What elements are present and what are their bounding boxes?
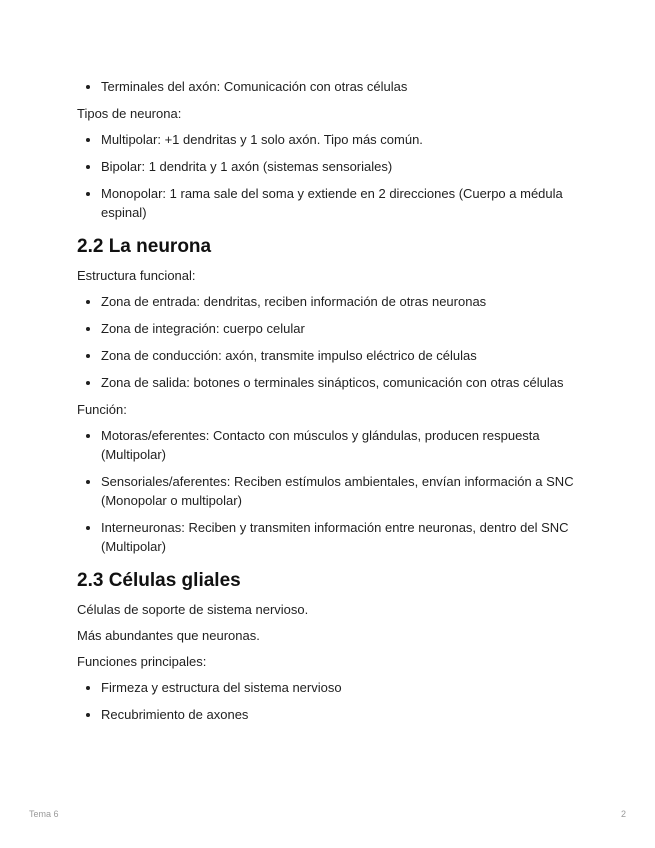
footer-page-number: 2 (620, 809, 626, 819)
tipos-list (77, 130, 577, 222)
list-item: Recubrimiento de axones (101, 705, 577, 724)
footer-document-title: Tema 6 (29, 809, 59, 819)
list-item: Sensoriales/aferentes: Reciben estímulos ambientales, envían información a SNC (Monopolar o multipolar) (101, 472, 577, 510)
list-item: Firmeza y estructura del sistema nervioso (101, 678, 577, 697)
list-item: Terminales del axón: Comunicación con otras células (101, 77, 577, 96)
list-item: Zona de integración: cuerpo celular (101, 319, 577, 338)
intro-list (77, 77, 577, 96)
estructura-label: Estructura funcional: (77, 268, 196, 283)
list-item: Interneuronas: Reciben y transmiten información entre neuronas, dentro del SNC (Multipolar) (101, 518, 577, 556)
funciones-list (77, 678, 577, 724)
section-title-2-2: 2.2 La neurona (77, 236, 212, 257)
list-item: Multipolar: +1 dendritas y 1 solo axón. Tipo más común. (101, 130, 577, 149)
funciones-label: Funciones principales: (77, 654, 207, 669)
glia-paragraph-2: Más abundantes que neuronas. (77, 628, 260, 643)
list-item: Zona de salida: botones o terminales sinápticos, comunicación con otras células (101, 373, 577, 392)
section-title-2-3: 2.3 Células gliales (77, 570, 241, 591)
list-item: Motoras/eferentes: Contacto con músculos y glándulas, producen respuesta (Multipolar) (101, 426, 577, 464)
list-item: Monopolar: 1 rama sale del soma y extiende en 2 direcciones (Cuerpo a médula espinal) (101, 184, 577, 222)
document-content (77, 77, 577, 732)
glia-paragraph-1: Células de soporte de sistema nervioso. (77, 602, 309, 617)
funcion-list (77, 426, 577, 556)
tipos-heading: Tipos de neurona: (77, 106, 182, 121)
list-item: Zona de entrada: dendritas, reciben información de otras neuronas (101, 292, 577, 311)
estructura-list (77, 292, 577, 392)
list-item: Bipolar: 1 dendrita y 1 axón (sistemas sensoriales) (101, 157, 577, 176)
funcion-label: Función: (77, 402, 127, 417)
list-item: Zona de conducción: axón, transmite impulso eléctrico de células (101, 346, 577, 365)
